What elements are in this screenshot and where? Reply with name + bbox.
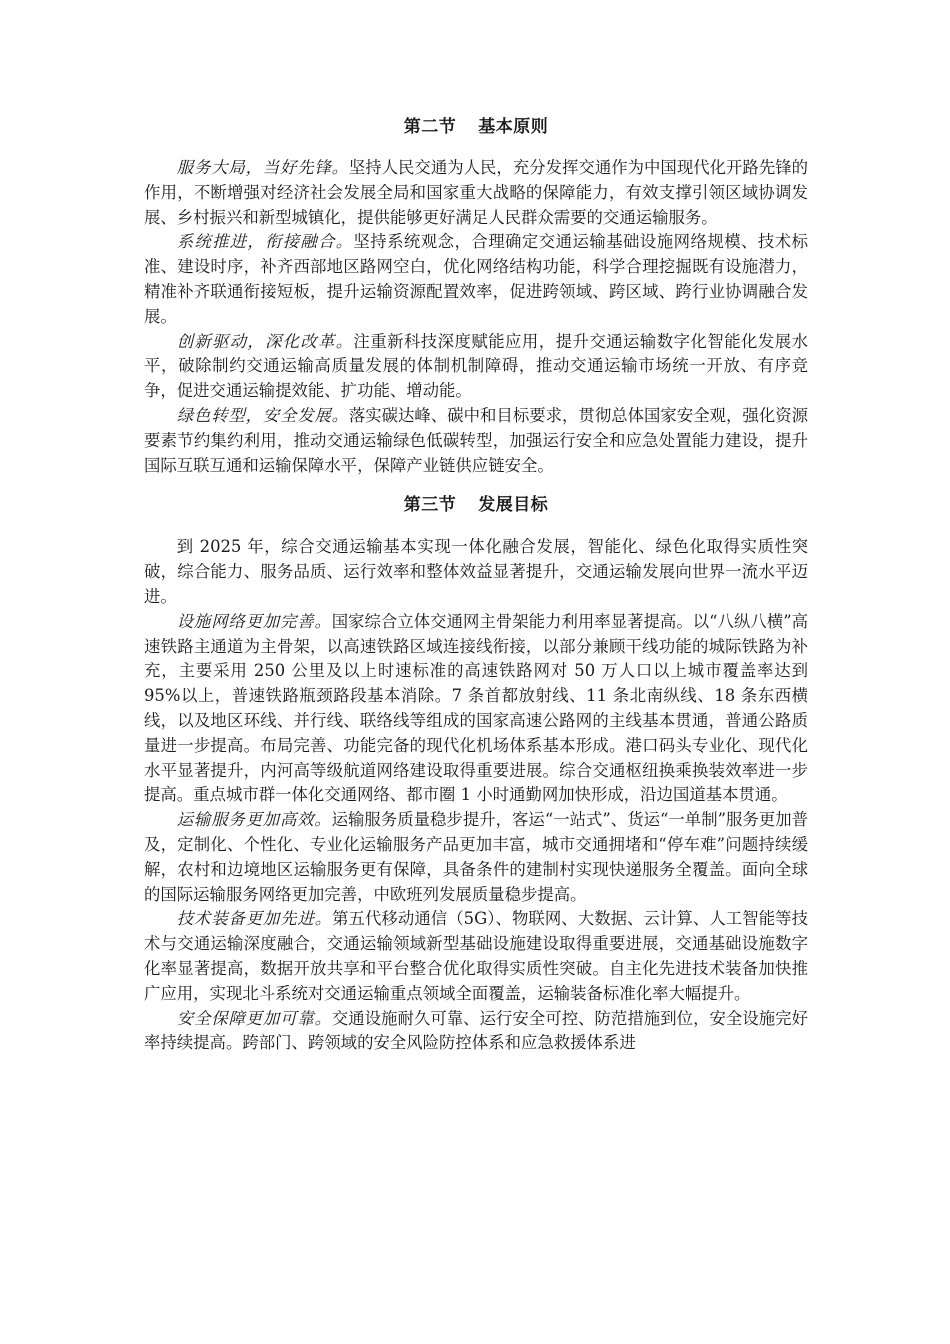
paragraph-lead: 系统推进，衔接融合。 — [176, 232, 354, 252]
section-heading: 基本原则 — [478, 117, 549, 137]
paragraph-goal-2025 — [144, 535, 808, 609]
paragraph-infrastructure — [144, 610, 808, 808]
paragraph-text: 注重新科技深度赋能应用，提升交通运输数字化智能化发展水平，破除制约交通运输高质量发展的体制机制障碍，推动交通运输市场统一开放、有序竞争，促进交通运输提效能、扩功能、增动能。 — [144, 331, 809, 401]
paragraph-lead: 创新驱动，深化改革。 — [176, 331, 354, 351]
paragraph-serve-overall — [144, 156, 808, 230]
section-heading: 发展目标 — [478, 495, 549, 516]
section-title-basic-principles — [144, 112, 808, 142]
section-title-development-goals — [144, 490, 808, 520]
paragraph-lead: 设施网络更加完善。 — [176, 611, 332, 631]
paragraph-text: 落实碳达峰、碳中和目标要求，贯彻总体国家安全观，强化资源要素节约集约利用，推动交通运输绿色低碳转型，加强运行安全和应急处置能力建设，提升国际互联互通和运输保障水平，保障产业链供应链安全。 — [144, 405, 809, 475]
paragraph-lead: 安全保障更加可靠。 — [176, 1008, 332, 1028]
paragraph-text: 坚持系统观念，合理确定交通运输基础设施网络规模、技术标准、建设时序，补齐西部地区路网空白，优化网络结构功能，科学合理挖掘既有设施潜力，精准补齐联通衔接短板，提升运输资源配置效率，促进跨领域、跨区域、跨行业协调融合发展。 — [144, 232, 809, 326]
paragraph-text: 坚持人民交通为人民，充分发挥交通作为中国现代化开路先锋的作用，不断增强对经济社会发展全局和国家重大战略的保障能力，有效支撑引领区域协调发展、乡村振兴和新型城镇化，提供能够更好满足人民群众需要的交通运输服务。 — [144, 158, 809, 227]
paragraph-text: 交通设施耐久可靠、运行安全可控、防范措施到位，安全设施完好率持续提高。跨部门、跨领域的安全风险防控体系和应急救援体系进 — [144, 1008, 808, 1053]
section-number: 第三节 — [403, 495, 457, 516]
paragraph-lead: 绿色转型，安全发展。 — [176, 405, 349, 425]
paragraph-systematic — [144, 230, 808, 329]
paragraph-text: 第五代移动通信（5G）、物联网、大数据、云计算、人工智能等技术与交通运输深度融合，交通运输领域新型基础设施建设取得重要进展，交通基础设施数字化率显著提高，数据开放共享和平台整合优化取得实质性突破。自主化先进技术装备加快推广应用，实现北斗系统对交通运输重点领域全面覆盖，运输装备标准化率大幅提升。 — [144, 909, 808, 1003]
paragraph-innovation — [144, 330, 808, 404]
paragraph-lead: 服务大局，当好先锋。 — [176, 158, 349, 177]
paragraph-text: 到 2025 年，综合交通运输基本实现一体化融合发展，智能化、绿色化取得实质性突破，综合能力、服务品质、运行效率和整体效益显著提升，交通运输发展向世界一流水平迈进。 — [144, 537, 808, 606]
paragraph-green-safe — [144, 404, 808, 478]
paragraph-text: 国家综合立体交通网主骨架能力利用率显著提高。以“八纵八横”高速铁路主通道为主骨架，以高速铁路区域连接线衔接，以部分兼顾干线功能的城际铁路为补充，主要采用 250 公里及以上时速标准的高速铁路网对 50 万人口以上城市覆盖率达到 95%以上，普速铁路瓶颈路段基本消除。7 条首都放射线、11 条北南纵线、18 条东西横线，以及地区环线、并行线、联络线等组成的国家高速公路网的主线基本贯通，普通公路质量进一步提高。布局完善、功能完备的现代化机场体系基本形成。港口码头专业化、现代化水平显著提升，内河高等级航道网络建设取得重要进展。综合交通枢纽换乘换装效率进一步提高。重点城市群一体化交通网络、都市圈 1 小时通勤网加快形成，沿边国道基本贯通。 — [144, 611, 808, 805]
section-number: 第二节 — [403, 117, 457, 137]
paragraph-transport-service — [144, 808, 808, 907]
paragraph-text: 运输服务质量稳步提升，客运“一站式”、货运“一单制”服务更加普及，定制化、个性化、专业化运输服务产品更加丰富，城市交通拥堵和“停车难”问题持续缓解，农村和边境地区运输服务更有保障，具备条件的建制村实现快递服务全覆盖。面向全球的国际运输服务网络更加完善，中欧班列发展质量稳步提高。 — [144, 810, 808, 904]
document-page — [144, 112, 808, 1056]
paragraph-lead: 运输服务更加高效。 — [176, 810, 332, 830]
paragraph-lead: 技术装备更加先进。 — [176, 909, 333, 929]
paragraph-safety — [144, 1007, 808, 1057]
paragraph-technology — [144, 907, 808, 1006]
